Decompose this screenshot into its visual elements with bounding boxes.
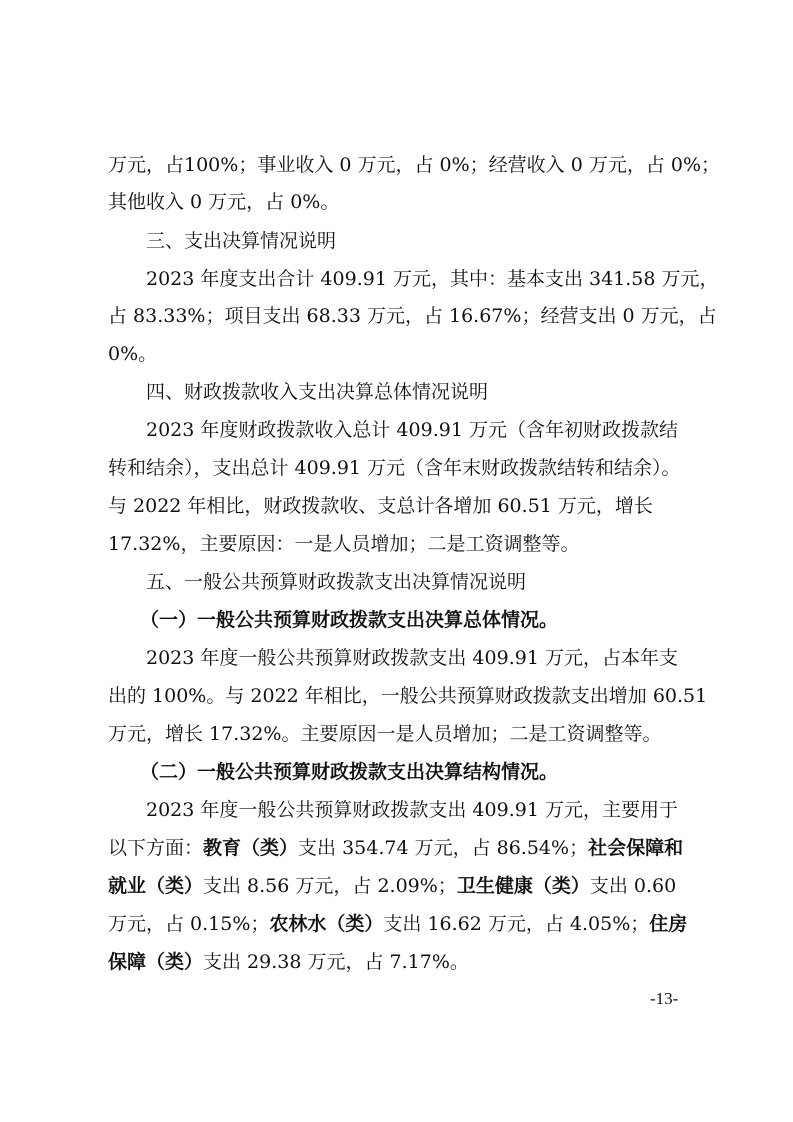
section-heading-3: 三、支出决算情况说明 — [146, 230, 337, 252]
paragraph-line: 17.32%，主要原因：一是人员增加；二是工资调整等。 — [108, 533, 580, 555]
paragraph-line: 万元，占100%；事业收入 0 万元，占 0%；经营收入 0 万元，占 0%； — [108, 154, 721, 176]
paragraph-line — [108, 911, 708, 937]
category-housing-security: 保障（类） — [108, 951, 204, 973]
paragraph-line: 其他收入 0 万元，占 0%。 — [108, 191, 340, 213]
inline-text: 万元，占 0.15%； — [108, 913, 270, 935]
category-education: 教育（类） — [203, 837, 299, 859]
category-employment: 就业（类） — [108, 875, 204, 897]
subsection-heading-5-1: （一）一般公共预算财政拨款支出决算总体情况。 — [140, 609, 559, 631]
category-agriculture: 农林水（类） — [269, 913, 384, 935]
paragraph-line — [108, 873, 708, 899]
section-heading-4: 四、财政拨款收入支出决算总体情况说明 — [146, 381, 489, 403]
paragraph-line: 2023 年度一般公共预算财政拨款支出 409.91 万元，主要用于 — [146, 799, 678, 821]
inline-text: 支出 29.38 万元，占 7.17%。 — [203, 951, 469, 973]
page-number: -13- — [650, 989, 679, 1008]
section-heading-5: 五、一般公共预算财政拨款支出决算情况说明 — [146, 571, 527, 593]
paragraph-line: 转和结余），支出总计 409.91 万元（含年末财政拨款结转和结余）。 — [108, 457, 681, 479]
paragraph-line: 出的 100%。与 2022 年相比，一般公共预算财政拨款支出增加 60.51 — [108, 685, 708, 707]
paragraph-line — [108, 835, 708, 861]
paragraph-line — [108, 949, 708, 975]
paragraph-line: 与 2022 年相比，财政拨款收、支总计各增加 60.51 万元，增长 — [108, 495, 653, 517]
paragraph-line: 2023 年度财政拨款收入总计 409.91 万元（含年初财政拨款结 — [146, 419, 678, 441]
paragraph-line: 占 83.33%；项目支出 68.33 万元，占 16.67%；经营支出 0 万元，占 — [108, 305, 717, 327]
paragraph-line: 2023 年度一般公共预算财政拨款支出 409.91 万元，占本年支 — [146, 647, 678, 669]
inline-text: 支出 8.56 万元，占 2.09%； — [203, 875, 457, 897]
inline-text: 以下方面： — [108, 837, 204, 859]
subsection-heading-5-2: （二）一般公共预算财政拨款支出决算结构情况。 — [140, 761, 559, 783]
category-housing: 住房 — [649, 913, 688, 935]
paragraph-line: 2023 年度支出合计 409.91 万元，其中：基本支出 341.58 万元， — [146, 268, 719, 290]
category-social-security: 社会保障和 — [588, 837, 684, 859]
paragraph-line: 0%。 — [108, 343, 158, 365]
inline-text: 支出 16.62 万元，占 4.05%； — [383, 913, 650, 935]
inline-text: 支出 0.60 — [589, 875, 677, 897]
inline-text: 支出 354.74 万元，占 86.54%； — [298, 837, 589, 859]
category-health: 卫生健康（类） — [456, 875, 590, 897]
paragraph-line: 万元，增长 17.32%。主要原因一是人员增加；二是工资调整等。 — [108, 723, 662, 745]
